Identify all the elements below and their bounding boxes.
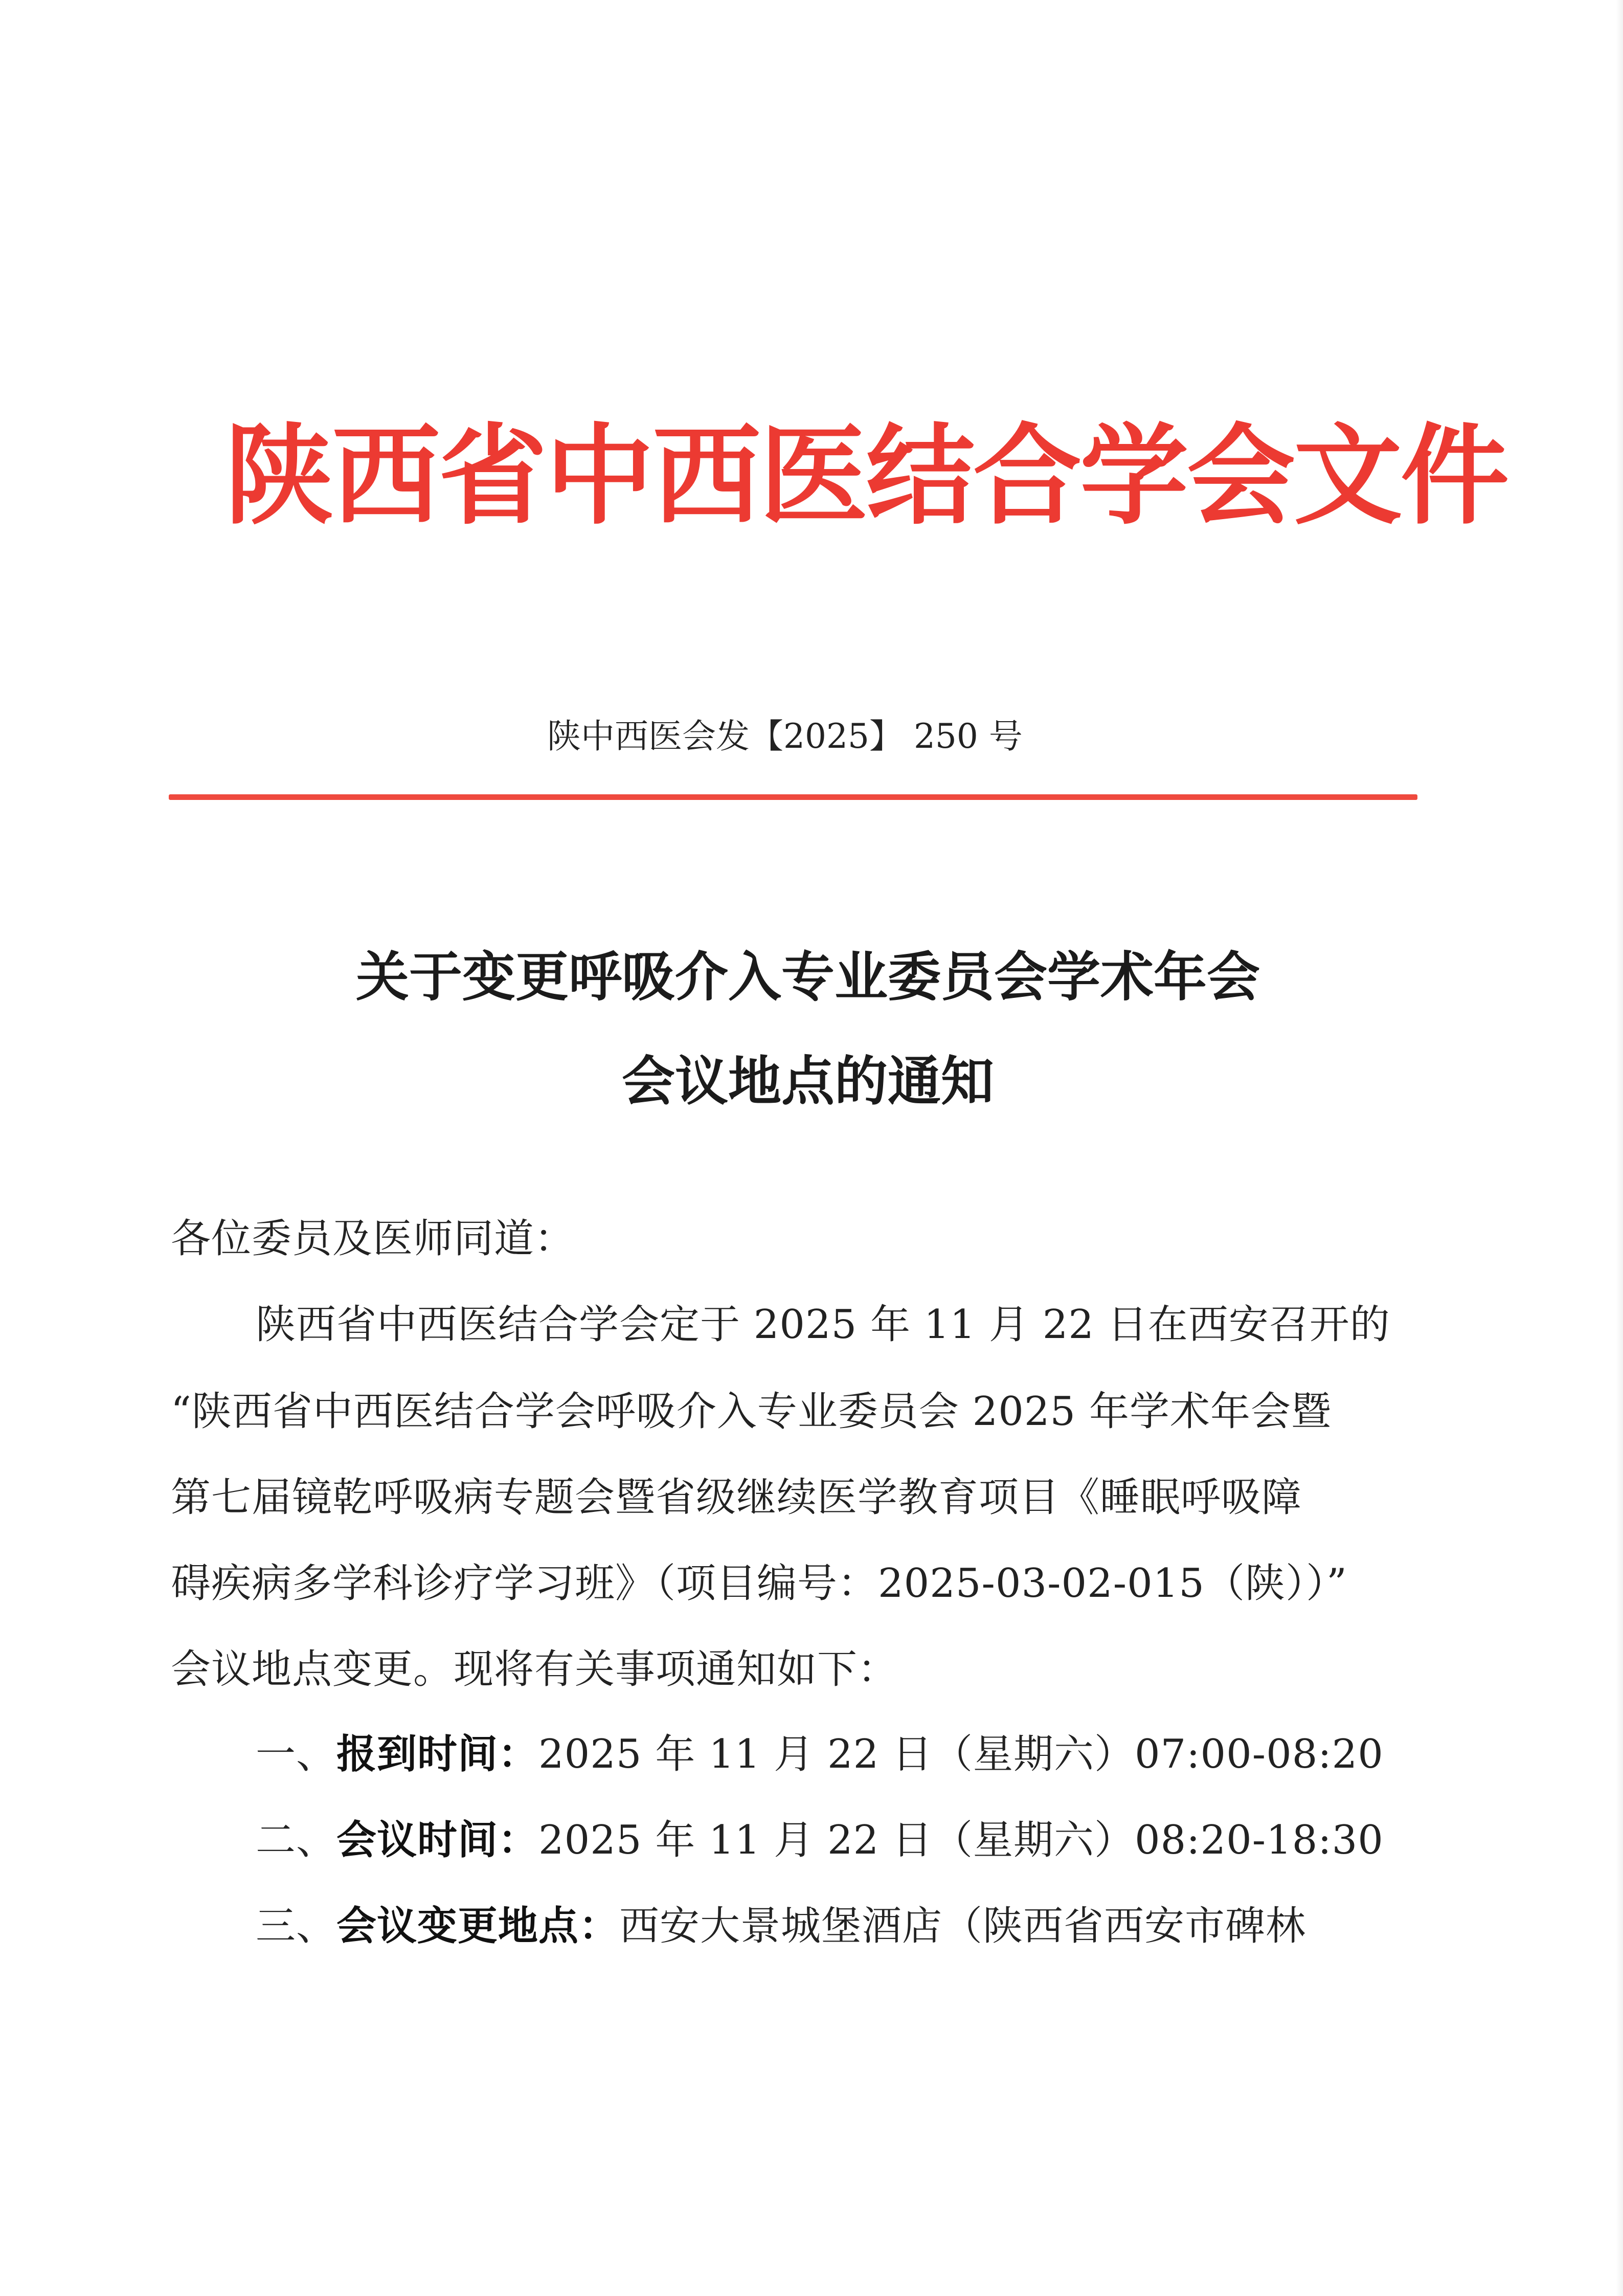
list-item-meeting-time	[256, 1810, 1418, 1871]
list-item-registration-time	[256, 1724, 1418, 1785]
list-item-label: 会议变更地点：	[336, 1903, 620, 1949]
paragraph-line-3: 第七届镜乾呼吸病专题会暨省级继续医学教育项目《睡眠呼吸障	[171, 1475, 1302, 1521]
scan-edge-shadow	[1616, 0, 1623, 2296]
paragraph-line-4: 碍疾病多学科诊疗学习班》（项目编号：2025-03-02-015（陕））”	[171, 1561, 1347, 1607]
notice-title-line-2: 会议地点的通知	[621, 1050, 994, 1112]
list-item-value: 西安大景城堡酒店（陕西省西安市碑林	[619, 1903, 1306, 1949]
list-item-value: 2025 年 11 月 22 日（星期六）08:20-18:30	[538, 1817, 1384, 1863]
list-item-prefix: 二、	[256, 1817, 337, 1863]
notice-title-line-1: 关于变更呼吸介入专业委员会学术年会	[355, 945, 1260, 1008]
red-divider-line	[169, 794, 1417, 800]
document-masthead: 陕西省中西医结合学会文件	[225, 412, 1507, 539]
list-item-changed-venue	[256, 1896, 1418, 1957]
list-item-prefix: 一、	[256, 1731, 337, 1777]
salutation: 各位委员及医师同道：	[171, 1216, 575, 1262]
list-item-value: 2025 年 11 月 22 日（星期六）07:00-08:20	[538, 1731, 1384, 1777]
document-number: 陕中西医会发【2025】 250 号	[547, 717, 1023, 756]
paragraph-line-1: 陕西省中西医结合学会定于 2025 年 11 月 22 日在西安召开的	[256, 1302, 1390, 1348]
list-item-label: 会议时间：	[336, 1817, 539, 1863]
paragraph-line-2: “陕西省中西医结合学会呼吸介入专业委员会 2025 年学术年会暨	[171, 1389, 1332, 1435]
list-item-label: 报到时间：	[336, 1731, 539, 1777]
paragraph-line-5: 会议地点变更。现将有关事项通知如下：	[171, 1646, 898, 1692]
list-item-prefix: 三、	[256, 1903, 337, 1949]
